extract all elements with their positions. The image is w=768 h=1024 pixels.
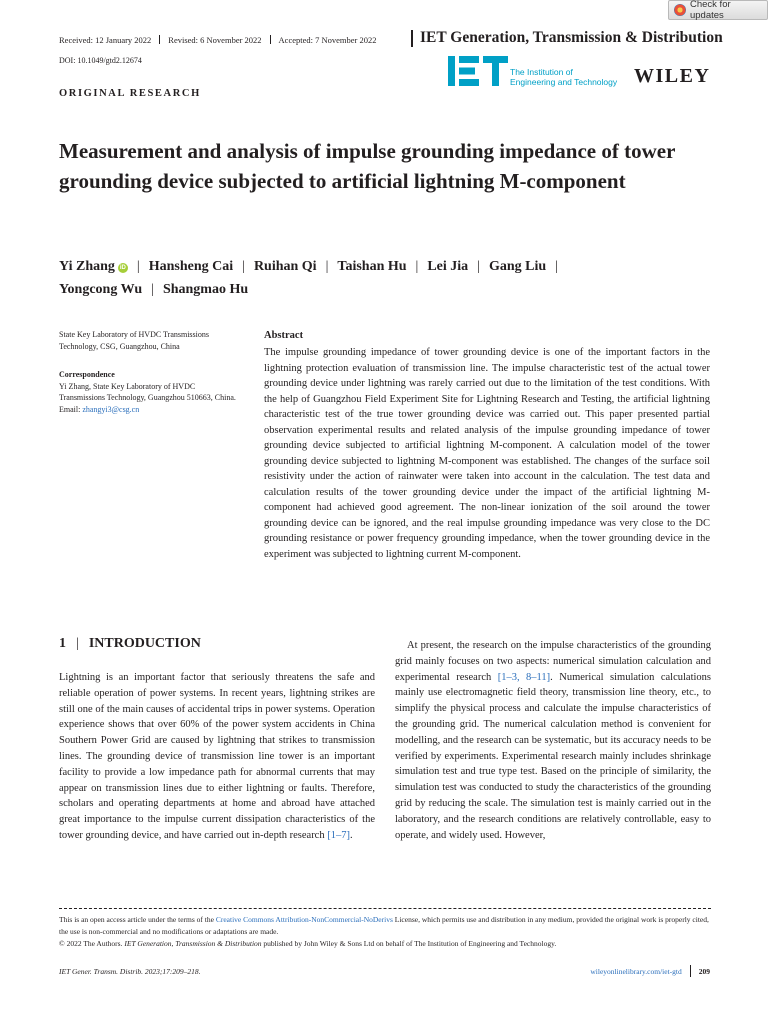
- body-paragraph: At present, the research on the impulse characteristics of the grounding grid mainly focuses on two aspects: numerical simulation calculation and experimental research [1–3, 8–11]. Numerical simulation calculations mainly use electromagnetic field theory, transmission line theory, etc., to simplify the physical process and calculate the impulse characteristics of the grounding grid. The numerical calculation method is convenient for modelling, and the research can be systematic, but its accuracy needs to be verified by experiments. Experimental research mainly includes shrinkage simulation test and true type test. Based on the principle of similarity, the simulation test was conducted to study the characteristics of the grounding grid by reducing the scale. The simulation test is mainly carried out in the laboratory, and the research conditions are relatively controllable, easy to operate, and widely used. However,: [395, 640, 711, 841]
- correspondence-text: Yi Zhang, State Key Laboratory of HVDC Transmissions Technology, Guangzhou 510663, China.: [59, 381, 236, 402]
- doi[interactable]: DOI: 10.1049/gtd2.12674: [59, 56, 142, 65]
- iet-logo: [448, 56, 508, 86]
- article-dates: [59, 35, 377, 45]
- body-paragraph: Lightning is an important factor that seriously threatens the safe and reliable operation of power systems. In recent years, lightning strikes are still one of the main causes of accidental trips in power systems. Operation experience shows that over 60% of the power system accidents in China Southern Power Grid are caused by lightning that strikes to transmission lines. The grounding device of transmission line tower is an important facility to provide a low impedance path for abnormal currents that may appear on transmission lines due to either lightning or faults. Therefore, scholars and operating departments at home and abroad have attached great importance to the impulse current dissipation characteristics of the tower grounding device, and have carried out in-depth research [1–7].: [59, 672, 375, 841]
- received-date: Received: 12 January 2022: [59, 35, 152, 45]
- journal-name: IET Generation, Transmission & Distribution: [420, 29, 723, 46]
- author[interactable]: Gang Liu: [489, 259, 547, 274]
- left-column: [59, 670, 375, 844]
- crossmark-icon: [674, 4, 686, 16]
- paper-title: Measurement and analysis of impulse grounding impedance of tower grounding device subjected to artificial lightning M-component: [59, 139, 676, 193]
- affiliation: State Key Laboratory of HVDC Transmissions Technology, CSG, Guangzhou, China: [59, 330, 209, 351]
- iet-tagline: The Institution of Engineering and Technology: [510, 67, 618, 87]
- license-link[interactable]: Creative Commons Attribution-NonCommercial-NoDerivs: [215, 915, 393, 924]
- citation-link[interactable]: [1–7]: [327, 829, 350, 841]
- correspondence: [59, 369, 239, 415]
- author[interactable]: Hansheng Cai: [148, 259, 234, 274]
- journal-citation: IET Gener. Transm. Distrib. 2023;17:209–218.: [59, 967, 201, 976]
- check-for-updates-button[interactable]: [668, 0, 768, 20]
- divider: [690, 965, 691, 977]
- author[interactable]: Ruihan Qi: [253, 259, 317, 274]
- divider: [159, 35, 160, 44]
- abstract-heading: Abstract: [264, 330, 304, 341]
- journal-website-link[interactable]: wileyonlinelibrary.com/iet-gtd: [590, 966, 682, 976]
- citation-link[interactable]: [1–3, 8–11]: [497, 671, 551, 683]
- publisher-logo: WILEY: [634, 65, 711, 87]
- accepted-date: Accepted: 7 November 2022: [278, 35, 377, 45]
- orcid-icon[interactable]: iD: [119, 265, 126, 271]
- check-for-updates-label: Check for updates: [689, 0, 731, 21]
- author[interactable]: Taishan Hu: [337, 259, 407, 274]
- article-type: ORIGINAL RESEARCH: [59, 88, 201, 99]
- author[interactable]: Shangmao Hu: [162, 282, 249, 297]
- revised-date: Revised: 6 November 2022: [168, 35, 262, 45]
- correspondence-heading: Correspondence: [59, 370, 115, 379]
- author[interactable]: Yi Zhang: [59, 259, 115, 274]
- license-footnote: This is an open access article under the terms of the Creative Commons Attribution-NonCommercial-NoDerivs License, which permits use and distribution in any medium, provided the original work is properly cited, the use is non-commercial and no modifications or adaptations are made. © 2022 The Authors. IET Generation, Transmission & Distribution published by John Wiley & Sons Ltd on behalf of The Institution of Engineering and Technology.: [59, 915, 709, 948]
- page-number: 209: [698, 966, 710, 976]
- author[interactable]: Lei Jia: [427, 259, 469, 274]
- abstract-text: The impulse grounding impedance of tower grounding device is one of the important factors in the lightning protection evaluation of transmission line. The impulse characteristic test of the actual tower grounding device under lightning was rarely carried out due to the limitation of the test conditions. With the help of Guangzhou Field Experiment Site for Lightning Research and Testing, the artificial lightning characteristic test of the true tower grounding device was carried out. This paper presented partial observation experimental results and related analysis of the impulse grounding impedance of tower grounding device subjected to artificial lightning M-component. A calculation model of the tower grounding device subjected to lightning M-component was established. The changes of the surface soil resistivity under the action of rainwater were taken into account in the calculation. The test data and calculation results of the tower grounding device under the impact of the artificial lightning M-component had achieved good agreement. The non-linear ionization of the soil around the tower grounding device can be ignored, and the real impulse grounding impedance was very close to the DC grounding resistance or power frequency grounding impedance, when the tower grounding device in the experiment was subjected to lightning current M-component.: [264, 347, 710, 560]
- email-link[interactable]: zhangyi3@csg.cn: [82, 404, 140, 414]
- divider: [270, 35, 271, 44]
- correspondence-email: Email: zhangyi3@csg.cn: [59, 404, 140, 414]
- author-list: Yi Zhang iD | Hansheng Cai | Ruihan Qi | Taishan Hu | Lei Jia | Gang Liu | Yongcong Wu | Shangmao Hu: [59, 259, 559, 297]
- divider: [411, 30, 413, 47]
- section-heading: 1 | INTRODUCTION: [59, 636, 201, 651]
- author[interactable]: Yongcong Wu: [59, 282, 143, 297]
- page-footer: [590, 965, 710, 977]
- footnote-divider: [59, 908, 711, 909]
- right-column: [395, 638, 711, 843]
